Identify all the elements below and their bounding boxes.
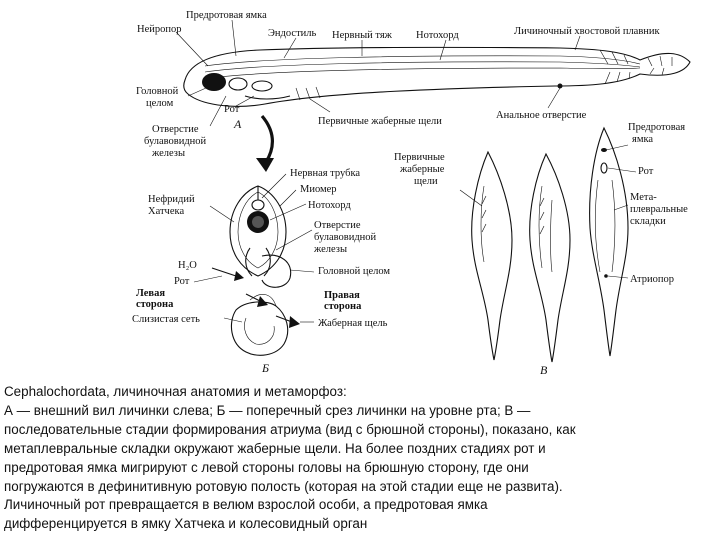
- label-preoral-pit-c-2: ямка: [632, 134, 654, 145]
- label-water: H₂O: [178, 260, 197, 271]
- label-club-gland-b-2: булавовидной: [314, 232, 377, 243]
- panel-c-letter: В: [540, 363, 548, 377]
- label-preoral-pit-a: Предротовая ямка: [186, 10, 267, 21]
- caption-line: метаплевральные складки окружают жаберные щели. На более поздних стадиях рот и: [4, 440, 546, 456]
- label-left-side-2: сторона: [136, 299, 174, 310]
- label-primary-gill-slits: Первичные жаберные щели: [318, 116, 442, 127]
- label-mouth-c: Рот: [638, 166, 654, 177]
- label-primary-c-1: Первичные: [394, 152, 445, 163]
- label-club-gland-a-3: железы: [152, 148, 186, 159]
- label-right-side-2: сторона: [324, 301, 362, 312]
- panel-c-stages: [394, 122, 688, 377]
- caption-line: предротовая ямка мигрируют с левой стороны головы на брюшную сторону, где они: [4, 459, 529, 475]
- label-atriopore: Атриопор: [630, 274, 675, 285]
- panel-a-larva: [136, 10, 690, 172]
- caption-line: А — внешний вил личинки слева; Б — поперечный срез личинки на уровне рта; В —: [4, 402, 531, 418]
- label-neuropore: Нейропор: [137, 24, 182, 35]
- label-right-side-1: Правая: [324, 290, 360, 301]
- caption-line: погружаются в дефинитивную ротовую полость (которая на этой стадии еще не развита).: [4, 478, 563, 494]
- label-nerve-cord: Нервный тяж: [332, 30, 392, 41]
- label-anal-opening: Анальное отверстие: [496, 110, 587, 121]
- label-metapleural-2: плевральные: [630, 204, 688, 215]
- label-club-gland-a-2: булавовидной: [144, 136, 207, 147]
- figure-caption: [4, 383, 716, 534]
- label-tail-fin: Личиночный хвостовой плавник: [514, 26, 660, 37]
- panel-b-cross-section: [132, 168, 390, 375]
- label-club-gland-b-1: Отверстие: [314, 220, 361, 231]
- label-notochord-b: Нотохорд: [308, 200, 351, 211]
- label-mouth-b: Рот: [174, 276, 190, 287]
- label-endostyle: Эндостиль: [268, 28, 317, 39]
- label-metapleural-3: складки: [630, 216, 666, 227]
- label-nephridium: Нефридий: [148, 194, 195, 205]
- label-notochord-a: Нотохорд: [416, 30, 459, 41]
- caption-line: Личиночный рот превращается в велюм взрослой особи, а предротовая ямка: [4, 497, 488, 513]
- label-primary-c-2: жаберные: [400, 164, 445, 175]
- panel-a-letter: А: [234, 117, 242, 131]
- label-mucous-net: Слизистая сеть: [132, 314, 200, 325]
- label-left-side-1: Левая: [136, 288, 166, 299]
- label-metapleural-1: Мета-: [630, 192, 657, 203]
- caption-line: дифференцируется в ямку Хатчека и колесовидный орган: [4, 516, 368, 532]
- label-head-coelom-a-2: целом: [146, 98, 174, 109]
- label-head-coelom-b: Головной целом: [318, 266, 391, 277]
- label-club-gland-a-1: Отверстие: [152, 124, 199, 135]
- label-myomere: Миомер: [300, 184, 337, 195]
- label-hatschek: Хатчека: [148, 206, 185, 217]
- label-mouth-a: Рот: [224, 104, 240, 115]
- label-club-gland-b-3: железы: [314, 244, 348, 255]
- panel-b-letter: Б: [262, 361, 270, 375]
- label-head-coelom-a-1: Головной: [136, 86, 179, 97]
- label-gill-slit: Жаберная щель: [318, 318, 388, 329]
- label-primary-c-3: щели: [414, 176, 438, 187]
- label-preoral-pit-c-1: Предротовая: [628, 122, 686, 133]
- caption-line: Cephalochordata, личиночная анатомия и метаморфоз:: [4, 384, 347, 399]
- caption-line: последовательные стадии формирования атриума (вид с брюшной стороны), показано, как: [4, 421, 576, 437]
- label-neural-tube: Нервная трубка: [290, 168, 361, 179]
- transition-arrow: [262, 116, 272, 162]
